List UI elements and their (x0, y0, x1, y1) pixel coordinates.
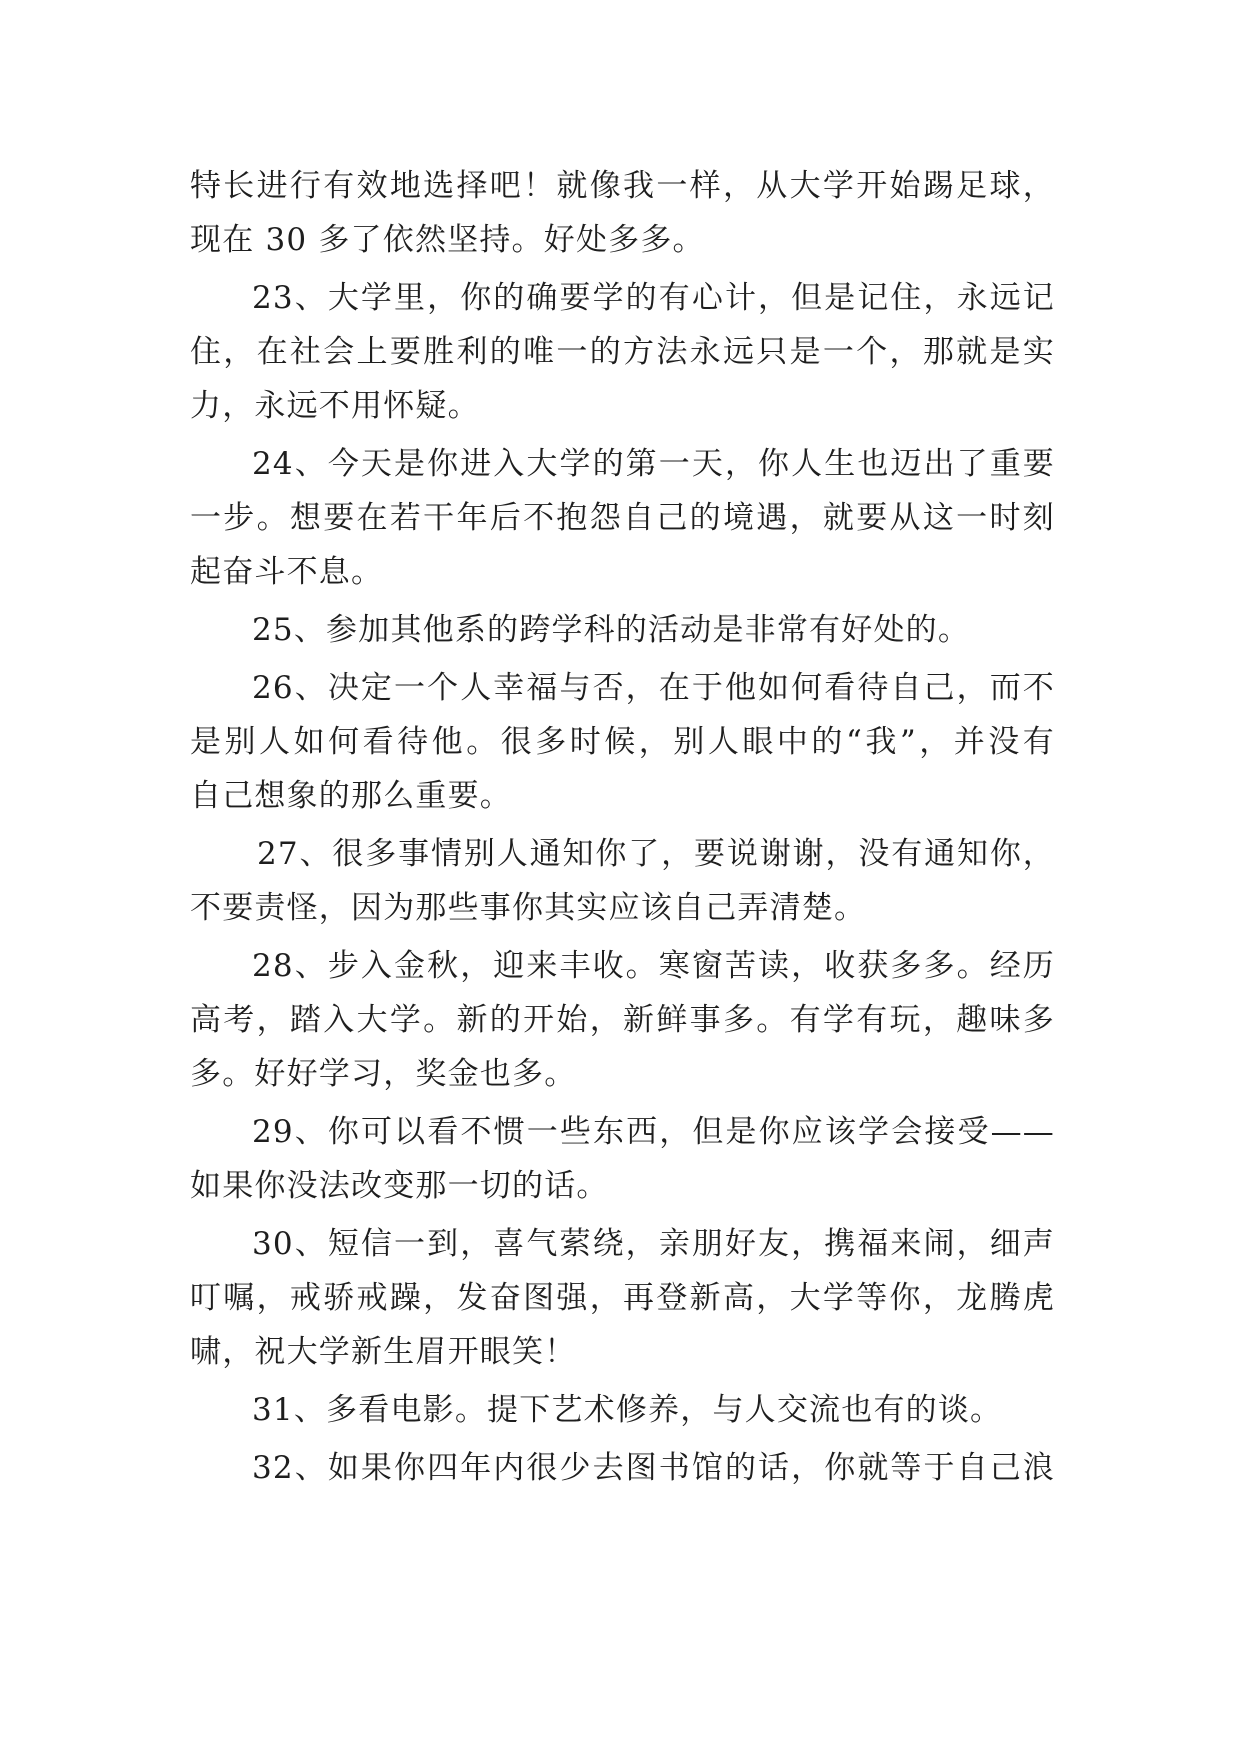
text-line: 32、如果你四年内很少去图书馆的话，你就等于自己浪 (252, 1450, 1055, 1486)
text-line: 30、短信一到，喜气萦绕，亲朋好友，携福来闹，细声 (252, 1226, 1055, 1262)
text-line: 23、大学里，你的确要学的有心计，但是记住，永远记 (252, 280, 1055, 316)
text-line: 高考，踏入大学。新的开始，新鲜事多。有学有玩，趣味多 (190, 1002, 1055, 1038)
text-line: 28、步入金秋，迎来丰收。寒窗苦读，收获多多。经历 (252, 948, 1055, 984)
text-line: 是别人如何看待他。很多时候，别人眼中的“我”，并没有 (190, 724, 1055, 760)
text-line: 24、今天是你进入大学的第一天，你人生也迈出了重要 (252, 446, 1055, 482)
text-line: 一步。想要在若干年后不抱怨自己的境遇，就要从这一时刻 (190, 500, 1055, 536)
text-line: 不要责怪，因为那些事你其实应该自己弄清楚。 (190, 890, 867, 926)
text-line: 29、你可以看不惯一些东西，但是你应该学会接受—— (252, 1114, 1055, 1150)
text-line: 力，永远不用怀疑。 (190, 388, 480, 424)
text-line: 现在 30 多了依然坚持。好处多多。 (190, 222, 705, 258)
text-line: 25、参加其他系的跨学科的活动是非常有好处的。 (252, 612, 971, 648)
text-line: 啸，祝大学新生眉开眼笑！ (190, 1334, 577, 1370)
text-line: 如果你没法改变那一切的话。 (190, 1168, 609, 1204)
text-line: 起奋斗不息。 (190, 554, 384, 590)
text-line: 31、多看电影。提下艺术修养，与人交流也有的谈。 (252, 1392, 1003, 1428)
text-line: 多。好好学习，奖金也多。 (190, 1056, 577, 1092)
text-line: 26、决定一个人幸福与否，在于他如何看待自己，而不 (252, 670, 1055, 706)
text-line: 特长进行有效地选择吧！就像我一样，从大学开始踢足球， (190, 168, 1055, 204)
text-line: 叮嘱，戒骄戒躁，发奋图强，再登新高，大学等你，龙腾虎 (190, 1280, 1055, 1316)
text-line: 住，在社会上要胜利的唯一的方法永远只是一个，那就是实 (190, 334, 1055, 370)
text-line: 27、很多事情别人通知你了，要说谢谢，没有通知你， (257, 836, 1055, 872)
text-line: 自己想象的那么重要。 (190, 778, 512, 814)
